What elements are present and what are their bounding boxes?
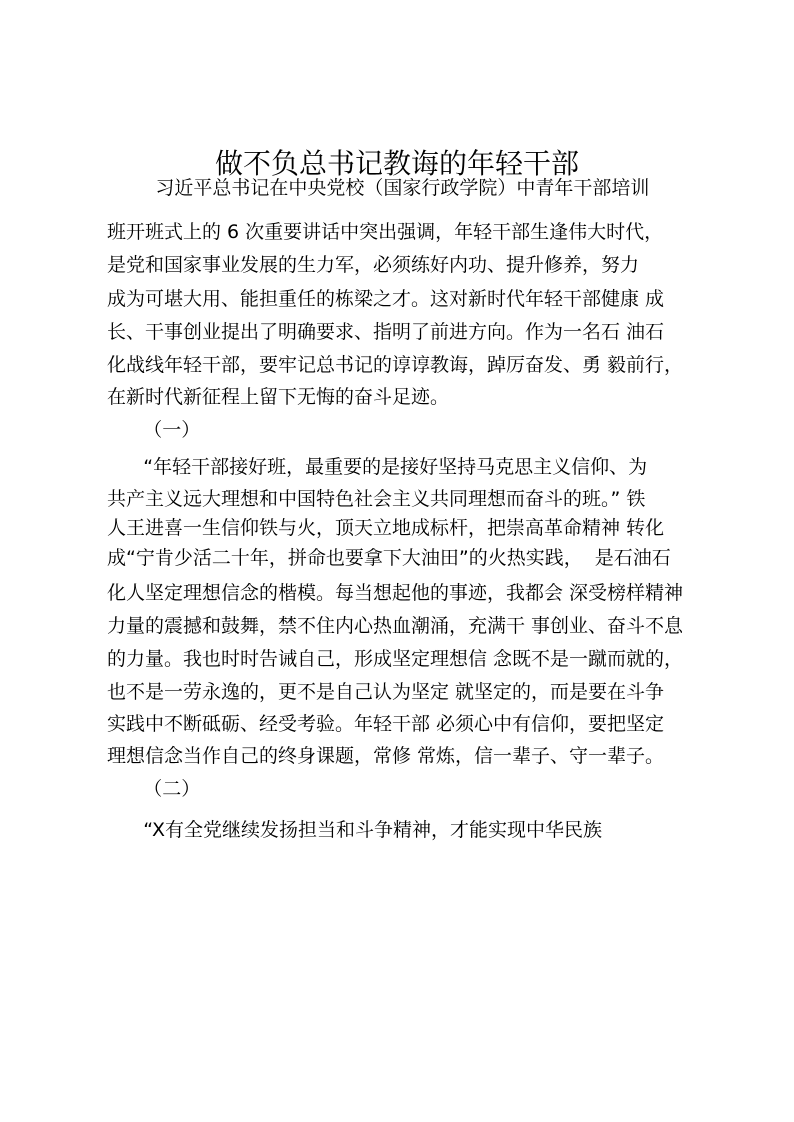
paragraph-line: 力量的震撼和鼓舞，禁不住内心热血潮涌，充满干 事创业、奋斗不息 [107, 615, 684, 637]
paragraph-line: 是党和国家事业发展的生力军，必须练好内功、提升修养，努力 [107, 254, 640, 276]
paragraph-line: 长、干事创业提出了明确要求、指明了前进方向。作为一名石 油石 [107, 321, 665, 343]
paragraph-line: 习近平总书记在中央党校（国家行政学院）中青年干部培训 [107, 177, 650, 199]
paragraph-line: 化人坚定理想信念的楷模。每当想起他的事迹，我都会 深受榜样精神 [107, 582, 684, 604]
section-heading-2: （二） [107, 778, 201, 800]
paragraph-line: 化战线年轻干部，要牢记总书记的谆谆教诲，踔厉奋发、勇 毅前行， [107, 354, 684, 376]
paragraph-line: 理想信念当作自己的终身课题，常修 常炼，信一辈子、守一辈子。 [107, 745, 665, 767]
document-title: 做不负总书记教诲的年轻干部 [214, 147, 579, 180]
section-heading-1: （一） [107, 419, 201, 441]
paragraph-line: “年轻干部接好班，最重要的是接好坚持马克思主义信仰、为 [107, 456, 648, 478]
paragraph-line: 人王进喜一生信仰铁与火，顶天立地成标杆，把崇高革命精神 转化 [107, 517, 665, 539]
paragraph-line: 也不是一劳永逸的，更不是自己认为坚定 就坚定的，而是要在斗争 [107, 681, 665, 703]
paragraph-line: “X有全党继续发扬担当和斗争精神，才能实现中华民族 [107, 819, 602, 841]
paragraph-line: 共产主义远大理想和中国特色社会主义共同理想而奋斗的班。” 铁 [107, 488, 646, 510]
paragraph-line: 实践中不断砥砺、经受考验。年轻干部 必须心中有信仰，要把坚定 [107, 713, 665, 735]
paragraph-line: 的力量。我也时时告诫自己，形成坚定理想信 念既不是一蹴而就的， [107, 648, 684, 670]
paragraph-line: 班开班式上的 6 次重要讲话中突出强调，年轻干部生逢伟大时代， [107, 221, 664, 243]
paragraph-line: 成为可堪大用、能担重任的栋梁之才。这对新时代年轻干部健康 成 [107, 288, 665, 310]
paragraph-line: 在新时代新征程上留下无悔的奋斗足迹。 [107, 386, 450, 408]
paragraph-line: 成“宁肯少活二十年，拼命也要拿下大油田”的火热实践， 是石油石 [107, 547, 671, 569]
